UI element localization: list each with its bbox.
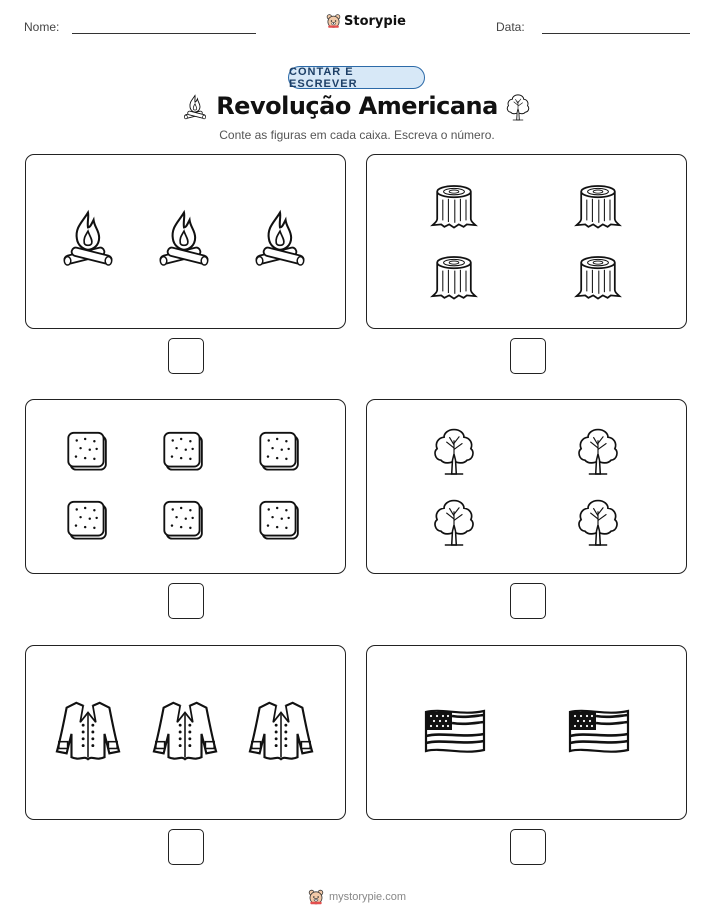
answer-box-tree[interactable] [510,583,546,619]
cracker-icon [258,429,304,475]
colonial-coat-icon [54,698,122,764]
brand-name: Storypie [344,13,406,29]
count-panel-american-flag [366,645,687,820]
tree-icon [431,426,477,476]
count-panel-cracker [25,399,346,574]
answer-box-campfire[interactable] [168,338,204,374]
tree-icon [575,426,621,476]
date-label: Data: [496,20,525,34]
cracker-icon [162,498,208,544]
american-flag-icon [566,706,632,756]
campfire-icon [252,207,308,272]
page-title: Revolução Americana [216,92,498,120]
tree-stump-icon [574,182,622,230]
count-panel-campfire [25,154,346,329]
answer-box-american-flag[interactable] [510,829,546,865]
bear-mascot-icon [326,13,341,29]
footer-url[interactable]: mystorypie.com [328,891,407,903]
count-panel-colonial-coat [25,645,346,820]
tree-icon [431,497,477,547]
cracker-icon [258,498,304,544]
cracker-icon [162,429,208,475]
count-panel-tree [366,399,687,574]
tree-stump-icon [574,253,622,301]
footer [0,889,714,905]
colonial-coat-icon [247,698,315,764]
campfire-icon [182,93,208,122]
activity-badge: CONTAR E ESCREVER [288,66,425,89]
american-flag-icon [422,706,488,756]
date-line[interactable] [542,33,690,34]
name-line[interactable] [72,33,256,34]
answer-box-colonial-coat[interactable] [168,829,204,865]
instructions: Conte as figuras em cada caixa. Escreva o número. [219,128,495,142]
answer-box-cracker[interactable] [168,583,204,619]
tree-stump-icon [430,253,478,301]
cracker-icon [66,429,112,475]
tree-icon [575,497,621,547]
tree-stump-icon [430,182,478,230]
tree-icon [505,93,531,121]
campfire-icon [60,207,116,272]
brand-logo [326,13,406,29]
colonial-coat-icon [151,698,219,764]
campfire-icon [156,207,212,272]
bear-mascot-icon [308,889,324,905]
cracker-icon [66,498,112,544]
name-label: Nome: [24,20,60,34]
count-panel-tree-stump [366,154,687,329]
answer-box-tree-stump[interactable] [510,338,546,374]
